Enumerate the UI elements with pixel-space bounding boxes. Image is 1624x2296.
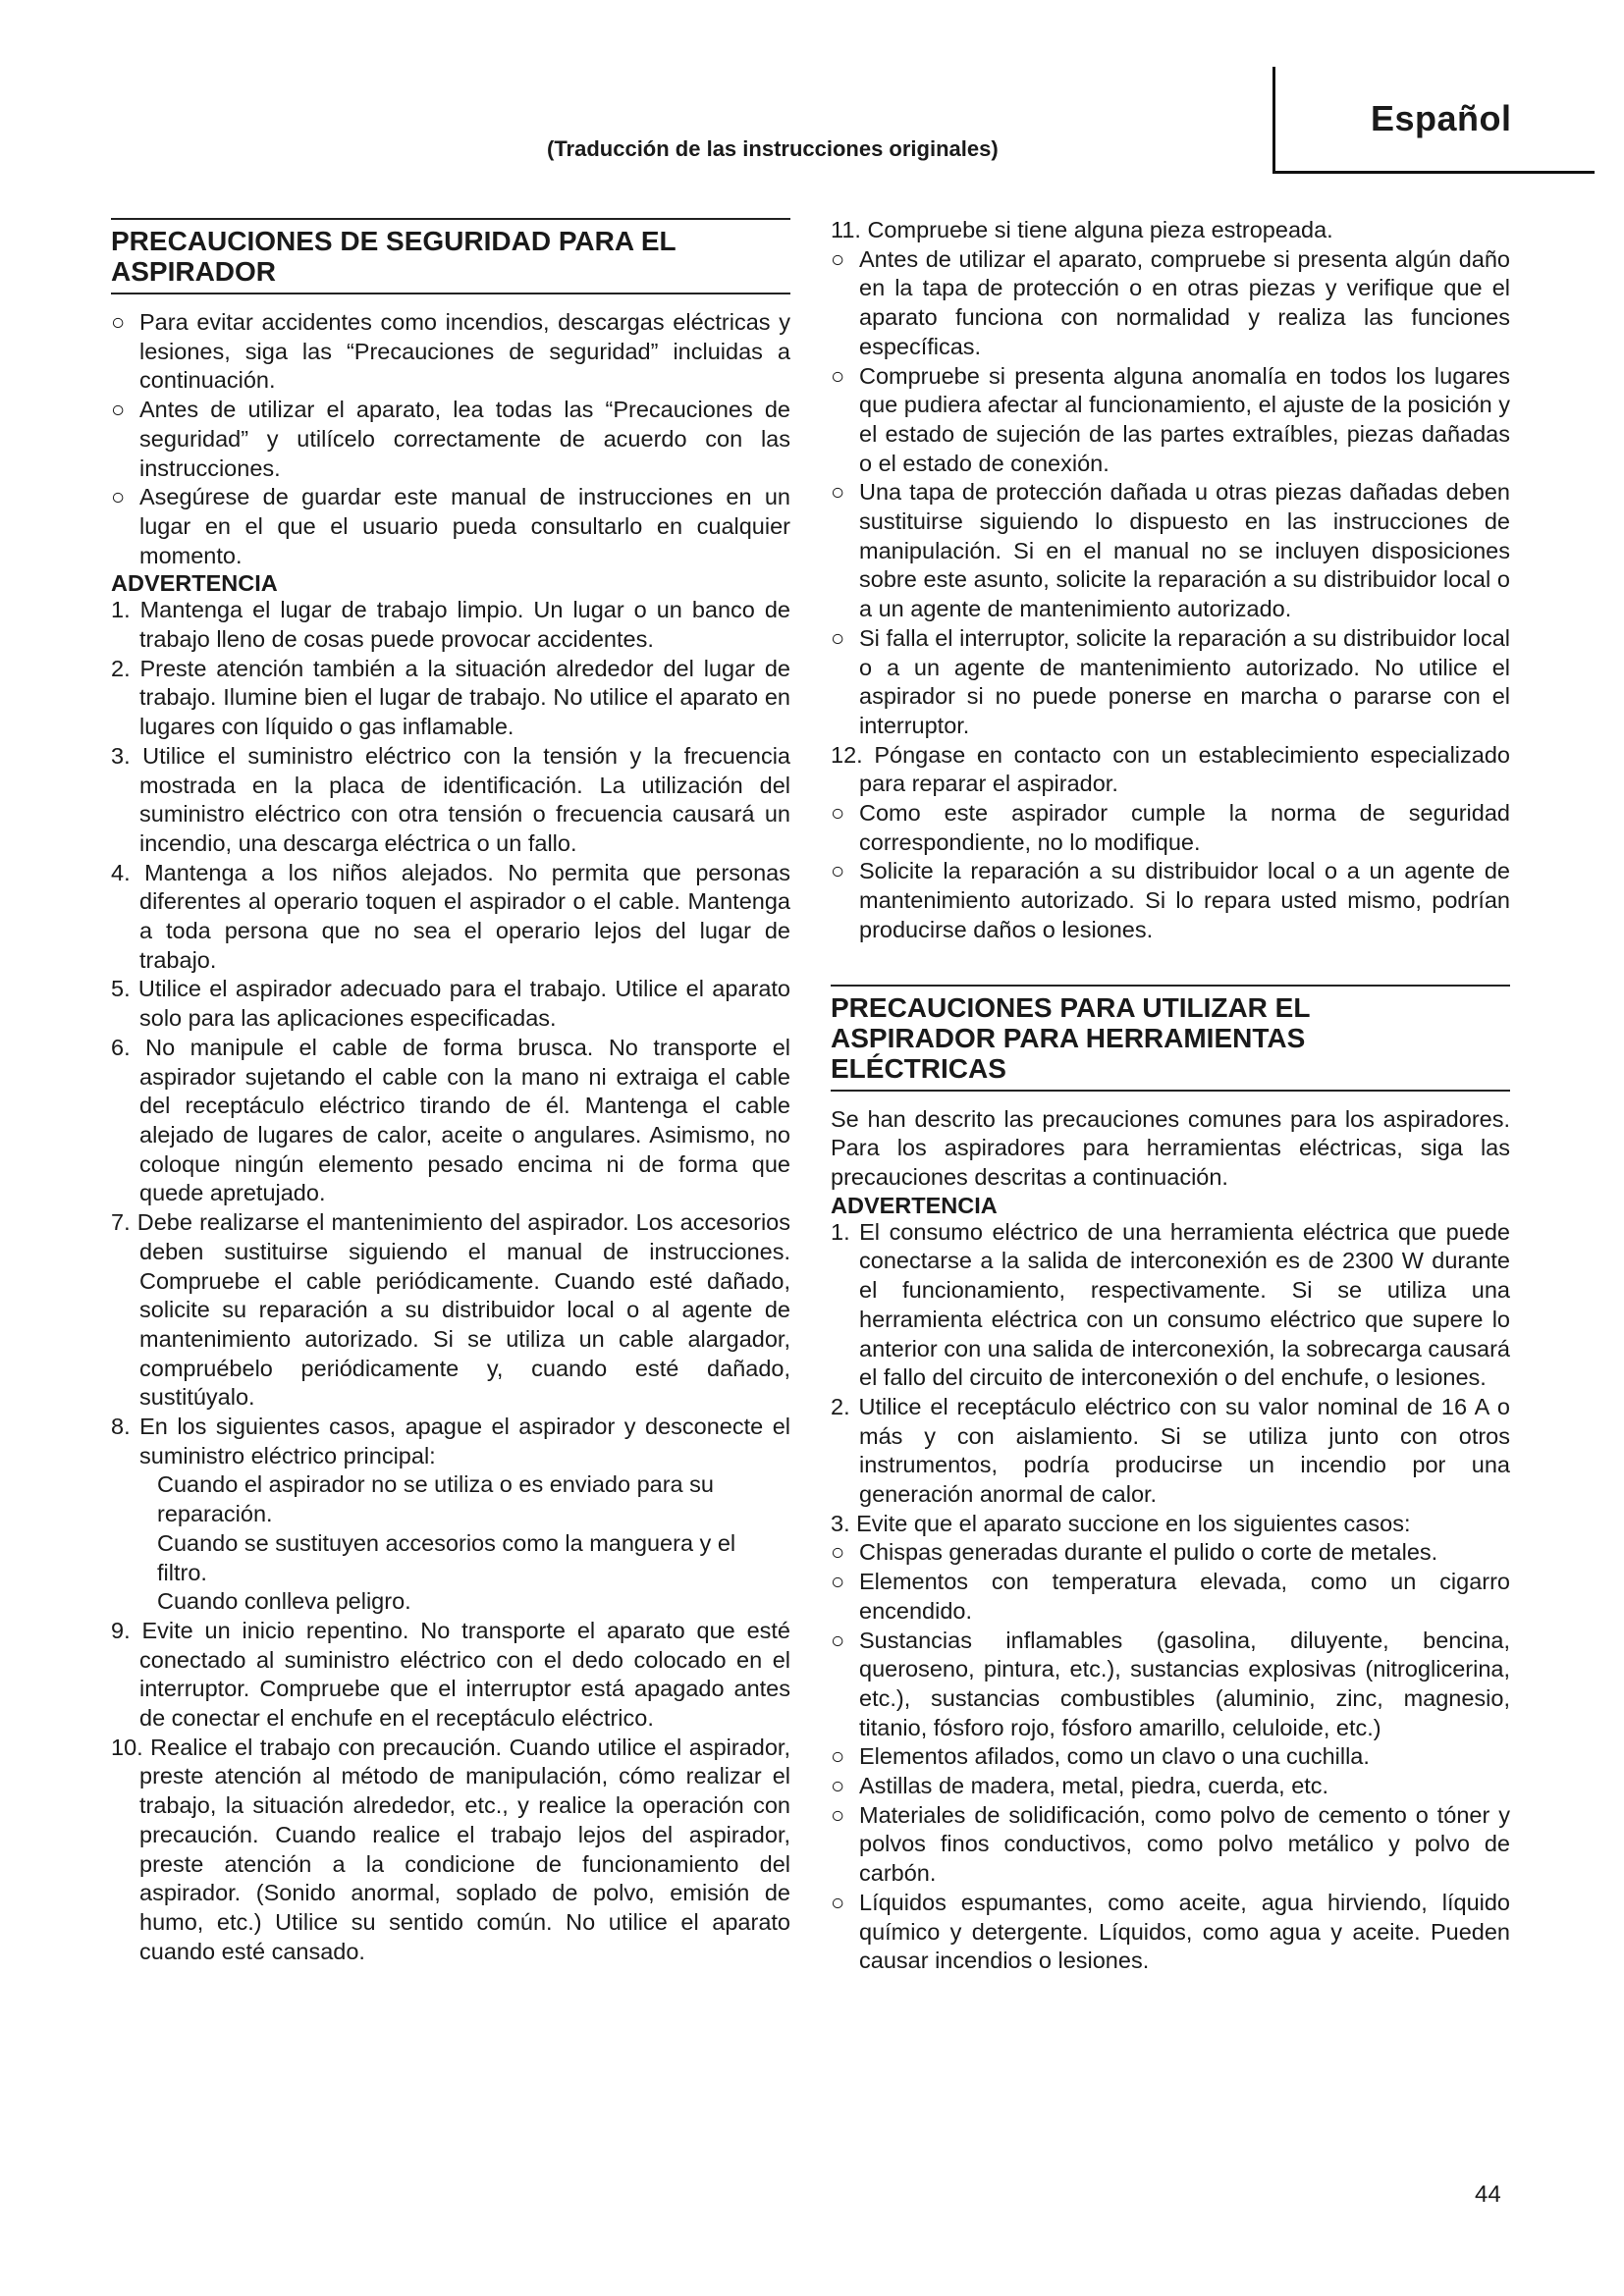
numbered-item: 3. Evite que el aparato succione en los siguientes casos:	[831, 1510, 1411, 1536]
bullet-paragraph: ○ Chispas generadas durante el pulido o corte de metales.	[831, 1538, 1510, 1568]
numbered-item: 1. El consumo eléctrico de una herramienta eléctrica que puede conectarse a la salida de interconexión es de 2300 W durante el funcionamiento, respectivamente. Si se utiliza una herramienta eléctrica con un consumo eléctrico que supere lo anterior con una salida de interconexión, la sobrecarga causará el fallo del circuito de interconexión o del enchufe, o lesiones.	[831, 1218, 1510, 1391]
sub-item: Cuando conlleva peligro.	[157, 1588, 411, 1615]
bullet-paragraph: ○ Sustancias inflamables (gasolina, diluyente, bencina, queroseno, pintura, etc.), sustancias explosivas (nitroglicerina, etc.), sustancias combustibles (aluminio, zinc, magnesio, titanio, fósforo rojo, fósforo amarillo, celuloide, etc.)	[831, 1627, 1510, 1740]
circle-bullet-icon: ○	[111, 397, 126, 423]
language-label: Español	[1371, 98, 1512, 138]
numbered-item: 1. Mantenga el lugar de trabajo limpio. Un lugar o un banco de trabajo lleno de cosas puede provocar accidentes.	[111, 597, 790, 653]
section-heading-power-tools	[831, 985, 1510, 1092]
numbered-item: 7. Debe realizarse el mantenimiento del aspirador. Los accesorios deben sustituirse siguiendo el manual de instrucciones. Compruebe el cable periódicamente. Cuando esté dañado, solicite su reparación a su distribuidor local o al agente de mantenimiento autorizado. Si se utiliza un cable alargador, compruébelo periódicamente y, cuando esté dañado, sustitúyalo.	[111, 1209, 790, 1411]
numbered-item: 3. Utilice el suministro eléctrico con la tensión y la frecuencia mostrada en la placa de identificación. La utilización del suministro eléctrico con otra tensión o frecuencia causará un incendio, una descarga eléctrica o un fallo.	[111, 742, 790, 856]
bullet-paragraph: ○ Materiales de solidificación, como polvo de cemento o tóner y polvos finos conductivos, como polvo metálico y polvo de carbón.	[831, 1801, 1510, 1887]
numbered-item: 11. Compruebe si tiene alguna pieza estropeada.	[831, 217, 1333, 242]
bullet-paragraph: ○ Líquidos espumantes, como aceite, agua hirviendo, líquido químico y detergente. Líquidos, como agua y aceite. Pueden causar incendios o lesiones.	[831, 1889, 1510, 1974]
circle-bullet-icon: ○	[831, 245, 845, 272]
spacer	[831, 945, 1510, 985]
numbered-item: 6. No manipule el cable de forma brusca. No transporte el aspirador sujetando el cable con la mano ni extraiga el cable del receptáculo eléctrico tirando de él. Mantenga el cable alejado de lugares de calor, aceite o angulares. Asimismo, no coloque ningún elemento pesado encima ni de forma que quede apretujado.	[111, 1034, 790, 1206]
circle-bullet-icon: ○	[831, 1569, 845, 1595]
warning-label: ADVERTENCIA	[111, 570, 278, 597]
intro-paragraph: Se han descrito las precauciones comunes para los aspiradores. Para los aspiradores para herramientas eléctricas, siga las precauciones descritas a continuación.	[831, 1105, 1510, 1190]
circle-bullet-icon: ○	[831, 1743, 845, 1770]
circle-bullet-icon: ○	[831, 1539, 845, 1566]
numbered-item: 5. Utilice el aspirador adecuado para el trabajo. Utilice el aparato solo para las aplicaciones especificadas.	[111, 976, 790, 1032]
bullet-paragraph: ○ Solicite la reparación a su distribuidor local o a un agente de mantenimiento autorizado. Si lo repara usted mismo, podrían producirse daños o lesiones.	[831, 858, 1510, 942]
bullet-paragraph: ○ Astillas de madera, metal, piedra, cuerda, etc.	[831, 1772, 1510, 1801]
heading-line: PRECAUCIONES PARA UTILIZAR EL	[831, 991, 1311, 1023]
numbered-item: 10. Realice el trabajo con precaución. Cuando utilice el aspirador, preste atención al método de manipulación, cómo realizar el trabajo, la situación alrededor, etc., y realice la operación con precaución. Cuando realice el trabajo lejos del aspirador, preste atención a la condicione de funcionamiento del aspirador. (Sonido anormal, soplado de polvo, emisión de humo, etc.) Utilice su sentido común. No utilice el aparato cuando esté cansado.	[111, 1734, 790, 1964]
circle-bullet-icon: ○	[831, 858, 845, 884]
bullet-paragraph: ○ Compruebe si presenta alguna anomalía en todos los lugares que pudiera afectar al funcionamiento, el ajuste de la posición y el estado de sujeción de las partes extraíbles, piezas dañadas o el estado de conexión.	[831, 362, 1510, 476]
section-heading-safety	[111, 218, 790, 294]
numbered-item: 4. Mantenga a los niños alejados. No permita que personas diferentes al operario toquen el aspirador o el cable. Mantenga a toda persona que no sea el operario lejos del lugar de trabajo.	[111, 859, 790, 973]
bullet-paragraph: ○ Si falla el interruptor, solicite la reparación a su distribuidor local o a un agente de mantenimiento autorizado. No utilice el aspirador si no puede ponerse en marcha o pararse con el interruptor.	[831, 624, 1510, 738]
circle-bullet-icon: ○	[831, 1627, 845, 1653]
circle-bullet-icon: ○	[831, 362, 845, 389]
heading-line: ASPIRADOR PARA HERRAMIENTAS	[831, 1022, 1306, 1053]
bullet-paragraph: ○ Para evitar accidentes como incendios, descargas eléctricas y lesiones, siga las “Precauciones de seguridad” incluidas a continuación.	[111, 309, 790, 394]
heading-line: ASPIRADOR	[111, 256, 277, 287]
circle-bullet-icon: ○	[831, 1889, 845, 1915]
sub-item: Cuando el aspirador no se utiliza o es enviado para su reparación.	[157, 1471, 714, 1527]
circle-bullet-icon: ○	[831, 1773, 845, 1799]
page-number: 44	[1475, 2181, 1501, 2208]
bullet-paragraph: ○ Elementos con temperatura elevada, como un cigarro encendido.	[831, 1569, 1510, 1624]
heading-line: PRECAUCIONES DE SEGURIDAD PARA EL	[111, 226, 677, 256]
bullet-paragraph: ○ Antes de utilizar el aparato, lea todas las “Precauciones de seguridad” y utilícelo correctamente de acuerdo con las instrucciones.	[111, 397, 790, 481]
circle-bullet-icon: ○	[831, 479, 845, 506]
numbered-item: 2. Utilice el receptáculo eléctrico con su valor nominal de 16 A o más y con aislamiento. Si se utiliza junto con otros instrumentos, podría producirse un incendio por una generación anormal de calor.	[831, 1393, 1510, 1508]
right-column	[831, 216, 1510, 1976]
numbered-item: 9. Evite un inicio repentino. No transporte el aparato que esté conectado al suministro eléctrico con el dedo colocado en el interruptor. Compruebe que el interruptor está apagado antes de conectar el enchufe en el receptáculo eléctrico.	[111, 1617, 790, 1732]
bullet-paragraph: ○ Una tapa de protección dañada u otras piezas dañadas deben sustituirse siguiendo lo dispuesto en las instrucciones de manipulación. Si en el manual no se incluyen disposiciones sobre este asunto, solicite la reparación a su distribuidor local o a un agente de mantenimiento autorizado.	[831, 479, 1510, 622]
left-column	[111, 218, 790, 1966]
circle-bullet-icon: ○	[831, 1801, 845, 1828]
circle-bullet-icon: ○	[831, 624, 845, 651]
heading-line: ELÉCTRICAS	[831, 1052, 1006, 1084]
numbered-item: 2. Preste atención también a la situación alrededor del lugar de trabajo. Ilumine bien el lugar de trabajo. No utilice el aparato en lugares con líquido o gas inflamable.	[111, 655, 790, 740]
numbered-item: 12. Póngase en contacto con un establecimiento especializado para reparar el aspirador.	[831, 741, 1510, 797]
warning-label: ADVERTENCIA	[831, 1192, 998, 1218]
translation-subtitle: (Traducción de las instrucciones originales)	[547, 136, 999, 161]
circle-bullet-icon: ○	[111, 309, 126, 335]
bullet-paragraph: ○ Asegúrese de guardar este manual de instrucciones en un lugar en el que el usuario pueda consultarlo en cualquier momento.	[111, 484, 790, 568]
sub-item: Cuando se sustituyen accesorios como la manguera y el filtro.	[157, 1529, 736, 1585]
circle-bullet-icon: ○	[831, 800, 845, 827]
bullet-paragraph: ○ Antes de utilizar el aparato, compruebe si presenta algún daño en la tapa de protección o en otras piezas y verifique que el aparato funciona con normalidad y realiza las funciones específicas.	[831, 245, 1510, 359]
circle-bullet-icon: ○	[111, 484, 126, 510]
numbered-item: 8. En los siguientes casos, apague el aspirador y desconecte el suministro eléctrico principal:	[111, 1414, 790, 1468]
bullet-paragraph: ○ Elementos afilados, como un clavo o una cuchilla.	[831, 1742, 1510, 1772]
bullet-paragraph: ○ Como este aspirador cumple la norma de seguridad correspondiente, no lo modifique.	[831, 800, 1510, 855]
